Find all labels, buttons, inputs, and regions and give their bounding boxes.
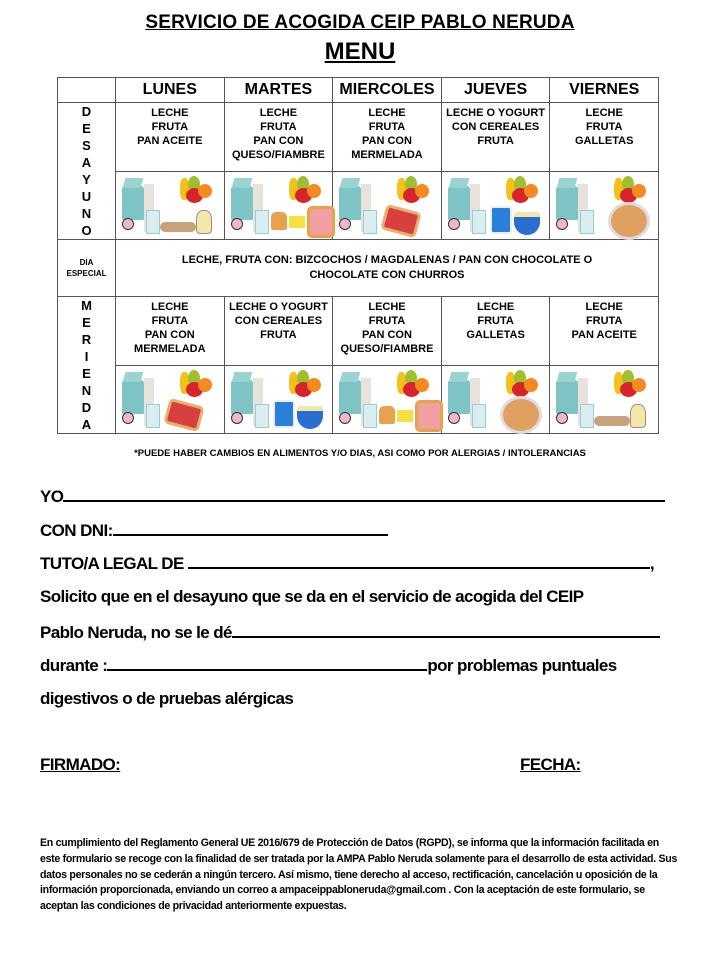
menu-item-line: CON CEREALES (451, 121, 540, 133)
orange-icon (415, 184, 429, 198)
fruit-icon (397, 176, 429, 204)
milk-carton-icon (448, 186, 470, 220)
duration-label: durante : (40, 656, 108, 675)
menu-item-line: GALLETAS (466, 329, 525, 341)
fruit-icon (180, 176, 212, 204)
ham-toast-icon (415, 400, 443, 432)
side-label-letter: O (81, 223, 92, 238)
bread-icon (160, 222, 196, 232)
milk-carton-icon (556, 186, 578, 220)
side-label-letter: M (81, 298, 92, 313)
days-header-row (58, 78, 659, 103)
request-line-4: digestivos o de pruebas alérgicas (40, 689, 294, 708)
food-illustration (224, 365, 333, 434)
milk-glass-icon (146, 404, 160, 428)
milk-carton-icon (231, 186, 253, 220)
menu-note: *PUEDE HABER CAMBIOS EN ALIMENTOS Y/O DIAS, ASI COMO POR ALERGIAS / INTOLERANCIAS (134, 448, 586, 459)
orange-icon (307, 184, 321, 198)
menu-table (57, 77, 659, 434)
food-illustration (550, 365, 659, 434)
menu-item-line: LECHE (476, 301, 515, 313)
fruit-icon (506, 370, 538, 398)
milk-glass-icon (146, 210, 160, 234)
milk-carton-icon (556, 380, 578, 414)
cow-icon (231, 412, 243, 424)
side-label-letter: D (81, 104, 92, 119)
bread-icon (594, 416, 630, 426)
menu-item-line: LECHE (585, 107, 623, 119)
cheese-icon (397, 410, 413, 422)
dia-especial-label (58, 240, 116, 297)
orange-icon (198, 378, 212, 392)
oil-bottle-icon (630, 404, 646, 428)
day-header: JUEVES (441, 78, 550, 103)
cheese-icon (289, 216, 305, 228)
cow-icon (231, 218, 243, 230)
yogurt-icon (490, 206, 512, 234)
day-header: MIERCOLES (333, 78, 442, 103)
merienda-image-row (58, 365, 659, 434)
menu-item-line: FRUTA (151, 121, 189, 133)
tutor-line (40, 553, 654, 574)
fruit-icon (614, 176, 646, 204)
cereal-bowl-icon (297, 406, 323, 429)
cow-icon (339, 218, 351, 230)
cow-icon (448, 218, 460, 230)
merienda-text-row (58, 297, 659, 366)
desayuno-image-row (58, 171, 659, 240)
menu-item-line: MERMELADA (351, 149, 423, 161)
fruit-icon (397, 370, 429, 398)
dia-especial-label-line2: ESPECIAL (66, 269, 107, 278)
jam-toast-icon (380, 203, 422, 237)
menu-item-line: LECHE (368, 107, 406, 119)
name-field[interactable] (63, 486, 665, 502)
cow-icon (448, 412, 460, 424)
child-name-field[interactable] (188, 553, 650, 569)
side-label-letter: E (82, 121, 91, 136)
dia-especial-text (116, 240, 659, 297)
menu-item-line: FRUTA (368, 121, 406, 133)
dia-especial-row (58, 240, 659, 297)
side-label-letter: I (84, 349, 89, 364)
duration-suffix: por problemas puntuales (427, 656, 617, 675)
milk-glass-icon (363, 210, 377, 234)
menu-item-line: QUESO/FIAMBRE (340, 343, 434, 355)
food-illustration (116, 365, 225, 434)
merienda-label (58, 297, 116, 434)
menu-item-line: LECHE (151, 301, 189, 313)
milk-glass-icon (472, 210, 486, 234)
merienda-cell (441, 297, 550, 366)
date-label: FECHA: (520, 755, 581, 774)
cow-icon (122, 412, 134, 424)
side-label-letter: Y (82, 172, 91, 187)
menu-item-line: FRUTA (585, 315, 623, 327)
dni-label: CON DNI: (40, 521, 113, 540)
food-illustration (333, 365, 442, 434)
food-illustration (550, 171, 659, 240)
milk-glass-icon (255, 404, 269, 428)
menu-item-line: LECHE (368, 301, 406, 313)
menu-item-line: LECHE (151, 107, 189, 119)
side-label-letter: A (81, 155, 92, 170)
cow-icon (556, 218, 568, 230)
jam-toast-icon (163, 397, 205, 431)
cow-icon (122, 218, 134, 230)
orange-icon (524, 378, 538, 392)
fruit-icon (289, 176, 321, 204)
tutor-suffix: , (649, 554, 654, 573)
cereal-bowl-icon (514, 212, 540, 235)
milk-carton-icon (122, 186, 144, 220)
side-label-letter: N (81, 383, 92, 398)
menu-item-line: FRUTA (260, 121, 297, 133)
milk-carton-icon (339, 186, 361, 220)
desayuno-cell (333, 103, 442, 172)
dni-line (40, 520, 388, 541)
orange-icon (198, 184, 212, 198)
oil-bottle-icon (196, 210, 212, 234)
menu-item-line: MERMELADA (134, 343, 206, 355)
day-header: MARTES (224, 78, 333, 103)
request-line-1: Solicito que en el desayuno que se da en el servicio de acogida del CEIP (40, 587, 584, 606)
side-label-letter: D (81, 400, 92, 415)
desayuno-text-row (58, 103, 659, 172)
milk-glass-icon (363, 404, 377, 428)
desayuno-label (58, 103, 116, 240)
fruit-icon (614, 370, 646, 398)
side-label-letter: A (81, 417, 92, 432)
fruit-icon (180, 370, 212, 398)
orange-icon (415, 378, 429, 392)
orange-icon (632, 378, 646, 392)
menu-item-line: GALLETAS (574, 135, 634, 147)
menu-heading: MENU (324, 38, 396, 65)
menu-item-line: QUESO/FIAMBRE (231, 149, 325, 161)
orange-icon (524, 184, 538, 198)
menu-item-line: LECHE O YOGURT (228, 301, 328, 313)
cookies-plate-icon (608, 202, 650, 240)
food-illustration (224, 171, 333, 240)
menu-item-line: PAN ACEITE (137, 135, 203, 147)
milk-carton-icon (122, 380, 144, 414)
orange-icon (632, 184, 646, 198)
merienda-cell (224, 297, 333, 366)
merienda-cell (116, 297, 225, 366)
menu-item-line: FRUTA (585, 121, 623, 133)
menu-item-line: PAN ACEITE (571, 329, 637, 341)
menu-item-line: LECHE (259, 107, 298, 119)
merienda-cell (550, 297, 659, 366)
side-label-letter: E (82, 366, 91, 381)
fruit-icon (506, 176, 538, 204)
privacy-notice: En cumplimiento del Reglamento General UE 2016/679 de Protección de Datos (RGPD), se informa que la información facilitada en este formulario se recoge con la finalidad de ser tratada por la AMPA Pablo Neruda solamente para el desarrollo de esta actividad. Sus datos personales no se cederán a ningún tercero. Así mismo, tiene derecho al acceso, rectificación, cancelación u oposición de la información proporcionada, enviando un correo a ampaceippabloneruda@gmail.com . Con la aceptación de este formulario, se aceptan las condiciones de privacidad anteriormente expuestas. (40, 837, 678, 913)
menu-item-line: PAN CON (362, 329, 412, 341)
yo-line (40, 486, 665, 507)
orange-icon (307, 378, 321, 392)
day-header: VIERNES (550, 78, 659, 103)
menu-item-line: FRUTA (477, 135, 514, 147)
dia-especial-label-line1: DIA (79, 258, 94, 267)
fruit-icon (289, 370, 321, 398)
excluded-food-field[interactable] (232, 622, 660, 638)
excluded-food-label: Pablo Neruda, no se le dé (40, 623, 232, 642)
menu-item-line: FRUTA (260, 329, 297, 341)
cow-icon (556, 412, 568, 424)
menu-item-line: FRUTA (477, 315, 514, 327)
signed-label: FIRMADO: (40, 755, 121, 774)
menu-item-line: CON CEREALES (234, 315, 323, 327)
milk-carton-icon (339, 380, 361, 414)
food-illustration (441, 171, 550, 240)
day-header: LUNES (116, 78, 225, 103)
dia-especial-line2: CHOCOLATE CON CHURROS (309, 269, 465, 281)
merienda-cell (333, 297, 442, 366)
toast-icon (379, 406, 395, 424)
cow-icon (339, 412, 351, 424)
desayuno-cell (116, 103, 225, 172)
toast-icon (271, 212, 287, 230)
milk-glass-icon (580, 404, 594, 428)
dni-field[interactable] (113, 520, 388, 536)
side-label-letter: E (82, 315, 91, 330)
side-label-letter: N (81, 206, 92, 221)
corner-cell (58, 78, 116, 103)
menu-item-line: PAN CON (362, 135, 412, 147)
menu-item-line: LECHE (585, 301, 623, 313)
cookies-plate-icon (500, 396, 542, 434)
milk-glass-icon (580, 210, 594, 234)
yogurt-icon (273, 400, 295, 428)
ham-toast-icon (307, 206, 335, 238)
duration-field[interactable] (107, 655, 427, 671)
yo-label: YO (40, 487, 64, 506)
milk-carton-icon (448, 380, 470, 414)
menu-item-line: PAN CON (253, 135, 304, 147)
desayuno-cell (224, 103, 333, 172)
milk-glass-icon (255, 210, 269, 234)
menu-item-line: FRUTA (368, 315, 406, 327)
food-illustration (333, 171, 442, 240)
food-illustration (116, 171, 225, 240)
side-label-letter: R (81, 332, 92, 347)
desayuno-cell (441, 103, 550, 172)
dia-especial-line1: LECHE, FRUTA CON: BIZCOCHOS / MAGDALENAS / PAN CON CHOCOLATE O (181, 254, 593, 266)
menu-item-line: PAN CON (144, 329, 195, 341)
menu-item-line: FRUTA (151, 315, 189, 327)
request-line-3 (40, 655, 617, 676)
desayuno-cell (550, 103, 659, 172)
side-label-letter: U (81, 189, 92, 204)
milk-carton-icon (231, 380, 253, 414)
document-title: SERVICIO DE ACOGIDA CEIP PABLO NERUDA (145, 12, 575, 33)
food-illustration (441, 365, 550, 434)
request-line-2 (40, 622, 660, 643)
side-label-letter: S (82, 138, 91, 153)
menu-item-line: LECHE O YOGURT (446, 107, 545, 119)
tutor-label: TUTO/A LEGAL DE (40, 554, 184, 573)
milk-glass-icon (472, 404, 486, 428)
